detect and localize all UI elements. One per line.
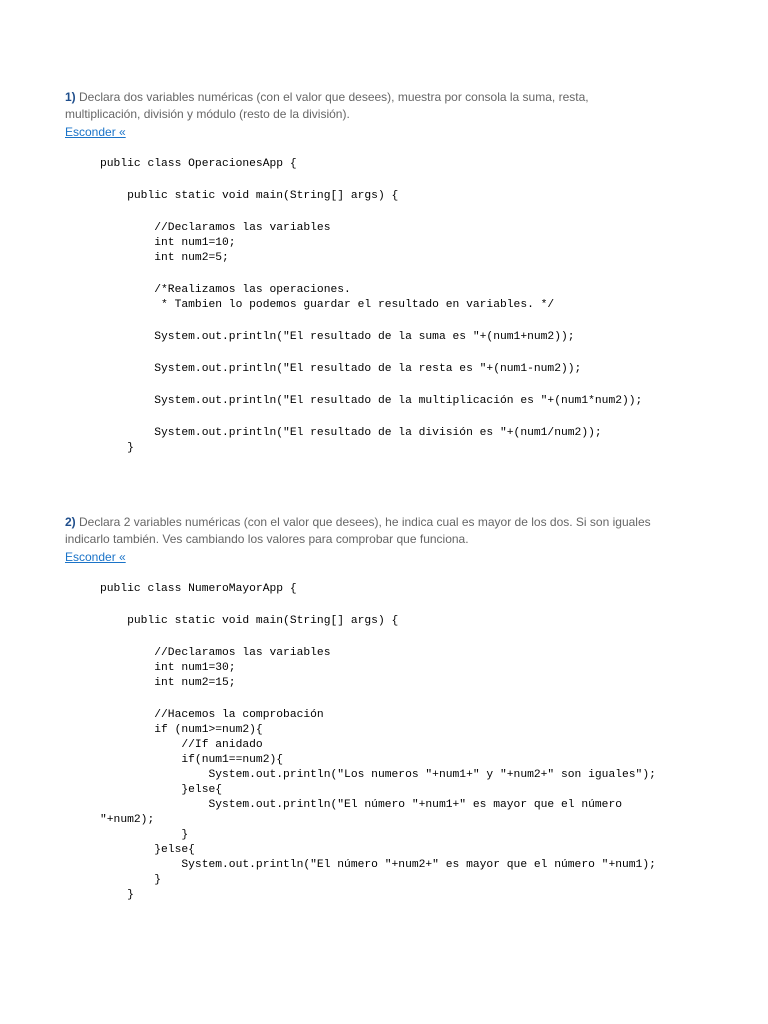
code-line: //Hacemos la comprobación — [100, 709, 324, 721]
code-line — [100, 409, 642, 426]
code-line — [100, 345, 642, 362]
code-line — [100, 172, 642, 189]
code-line: } — [100, 829, 189, 841]
code-line: public static void main(String[] args) { — [100, 190, 399, 202]
code-line: int num1=10; — [100, 237, 236, 249]
code-line: } — [100, 889, 134, 901]
code-line: } — [100, 442, 134, 454]
code-line: if(num1==num2){ — [100, 754, 284, 766]
code-line: if (num1>=num2){ — [100, 724, 263, 736]
code-line: }else{ — [100, 784, 223, 796]
code-line — [100, 313, 642, 330]
code-line: System.out.println("El resultado de la resta es "+(num1-num2)); — [100, 363, 582, 375]
exercise-number: 1) — [65, 90, 76, 104]
exercise-text: Declara dos variables numéricas (con el valor que desees), muestra por consola la suma, resta, multiplicación, división y módulo (resto de la división). — [65, 90, 589, 121]
exercise-description — [65, 89, 665, 123]
code-line: public class NumeroMayorApp { — [100, 583, 297, 595]
exercise-1 — [65, 89, 665, 141]
code-line: }else{ — [100, 844, 195, 856]
code-block-1 — [100, 157, 642, 456]
code-line — [100, 266, 642, 283]
code-line — [100, 377, 642, 394]
exercise-number: 2) — [65, 515, 76, 529]
code-line: System.out.println("El número "+num2+" es mayor que el número "+num1); — [100, 859, 656, 871]
exercise-2 — [65, 514, 665, 566]
code-line: //Declaramos las variables — [100, 647, 331, 659]
code-line: //Declaramos las variables — [100, 222, 331, 234]
hide-code-link[interactable]: Esconder « — [65, 550, 126, 564]
code-line: int num1=30; — [100, 662, 236, 674]
code-line: * Tambien lo podemos guardar el resultado en variables. */ — [100, 299, 555, 311]
hide-code-link[interactable]: Esconder « — [65, 125, 126, 139]
code-line — [100, 204, 642, 221]
code-block-2 — [100, 582, 656, 903]
code-line — [100, 629, 656, 646]
code-line — [100, 597, 656, 614]
code-line — [100, 691, 656, 708]
code-line: int num2=5; — [100, 252, 229, 264]
code-line: public static void main(String[] args) { — [100, 615, 399, 627]
exercise-description — [65, 514, 665, 548]
code-line: "+num2); — [100, 814, 155, 826]
code-line: public class OperacionesApp { — [100, 158, 297, 170]
code-line: System.out.println("El resultado de la suma es "+(num1+num2)); — [100, 331, 575, 343]
code-line: } — [100, 874, 162, 886]
code-line: System.out.println("El resultado de la multiplicación es "+(num1*num2)); — [100, 395, 643, 407]
code-line: System.out.println("Los numeros "+num1+" y "+num2+" son iguales"); — [100, 769, 656, 781]
code-line: //If anidado — [100, 739, 263, 751]
exercise-text: Declara 2 variables numéricas (con el valor que desees), he indica cual es mayor de los dos. Si son iguales indicarlo también. Ves cambiando los valores para comprobar que funciona. — [65, 515, 651, 546]
code-line: System.out.println("El resultado de la división es "+(num1/num2)); — [100, 427, 602, 439]
code-line: System.out.println("El número "+num1+" es mayor que el número — [100, 799, 623, 811]
code-line: int num2=15; — [100, 677, 236, 689]
code-line: /*Realizamos las operaciones. — [100, 284, 351, 296]
